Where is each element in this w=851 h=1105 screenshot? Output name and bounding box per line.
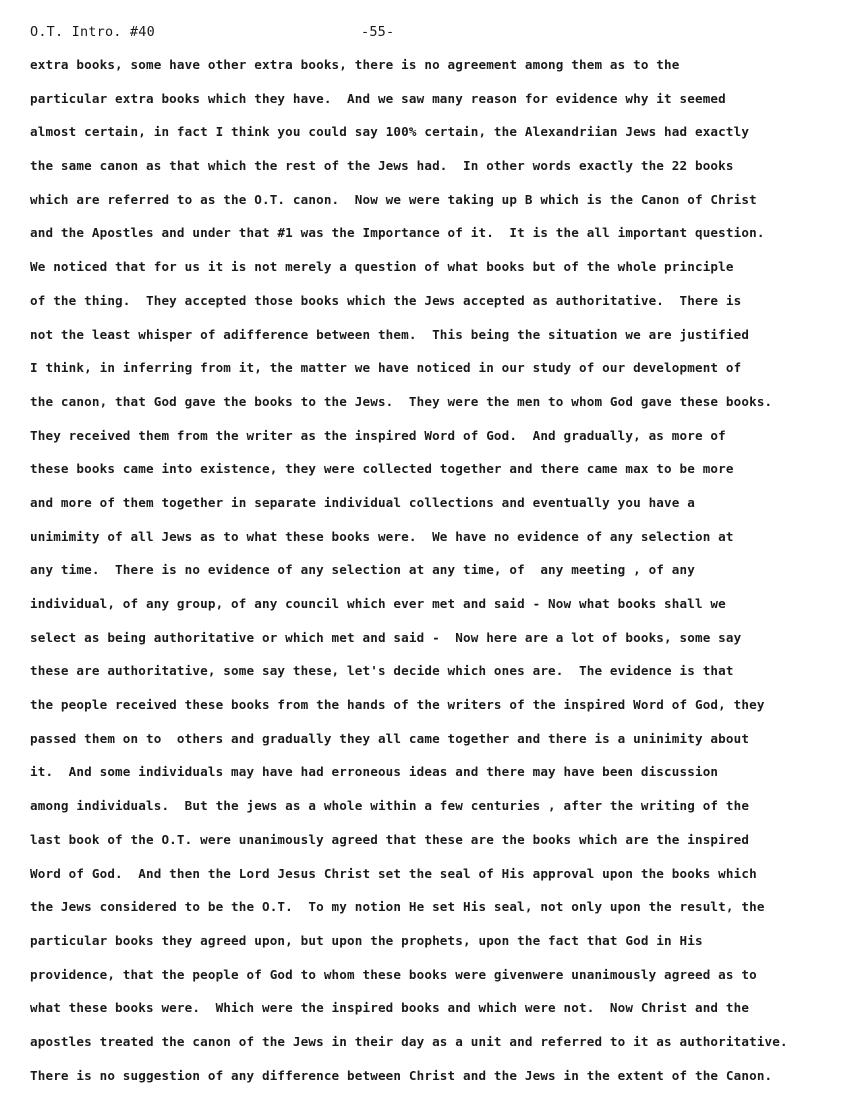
text-line: the canon, that God gave the books to the Jews. They were the men to whom God gave these books. [30,393,773,409]
page-header [30,24,830,44]
text-line: particular extra books which they have. And we saw many reason for evidence why it seemed [30,90,726,106]
text-line: extra books, some have other extra books, there is no agreement among them as to the [30,57,680,72]
text-line: among individuals. But the jews as a whole within a few centuries , after the writing of the [30,798,750,814]
text-line: it. And some individuals may have had erroneous ideas and there may have been discussion [30,764,719,780]
text-line: I think, in inferring from it, the matter we have noticed in our study of our development of [30,360,742,376]
body-text [30,54,846,1098]
text-line: apostles treated the canon of the Jews in their day as a unit and referred to it as authoritative. [30,1033,788,1049]
text-line: and more of them together in separate individual collections and eventually you have a [30,494,695,510]
text-line: almost certain, in fact I think you could say 100% certain, the Alexandriian Jews had exactly [30,124,750,140]
document-title: O.T. Intro. #40 [30,24,155,40]
text-line: select as being authoritative or which met and said - Now here are a lot of books, some say [30,629,742,645]
text-line: what these books were. Which were the inspired books and which were not. Now Christ and the [30,1000,750,1016]
text-line: providence, that the people of God to whom these books were givenwere unanimously agreed as to [30,966,757,982]
text-line: these are authoritative, some say these, let's decide which ones are. The evidence is that [30,663,734,679]
text-line: Word of God. And then the Lord Jesus Christ set the seal of His approval upon the books which [30,865,757,881]
text-line: the people received these books from the hands of the writers of the inspired Word of God, they [30,697,765,713]
text-line: any time. There is no evidence of any selection at any time, of any meeting , of any [30,562,695,578]
text-line: particular books they agreed upon, but upon the prophets, upon the fact that God in His [30,932,703,948]
text-line: which are referred to as the O.T. canon. Now we were taking up B which is the Canon of Christ [30,191,757,207]
text-line: the Jews considered to be the O.T. To my notion He set His seal, not only upon the result, the [30,899,765,915]
text-line: They received them from the writer as the inspired Word of God. And gradually, as more of [30,427,726,443]
text-line: last book of the O.T. were unanimously agreed that these are the books which are the inspired [30,831,750,847]
text-line: individual, of any group, of any council which ever met and said - Now what books shall we [30,596,726,611]
text-line: not the least whisper of adifference between them. This being the situation we are justified [30,326,750,342]
text-line: of the thing. They accepted those books which the Jews accepted as authoritative. There is [30,292,742,308]
text-line: There is no suggestion of any difference between Christ and the Jews in the extent of the Canon. [30,1067,773,1083]
text-line: the same canon as that which the rest of the Jews had. In other words exactly the 22 books [30,158,734,174]
text-line: unimimity of all Jews as to what these books were. We have no evidence of any selection at [30,528,734,544]
text-line: passed them on to others and gradually they all came together and there is a uninimity about [30,730,750,746]
text-line: We noticed that for us it is not merely a question of what books but of the whole principle [30,259,734,275]
text-line: and the Apostles and under that #1 was the Importance of it. It is the all important question. [30,225,765,241]
text-line: these books came into existence, they were collected together and there came max to be more [30,461,734,477]
page-number: -55- [361,24,395,40]
